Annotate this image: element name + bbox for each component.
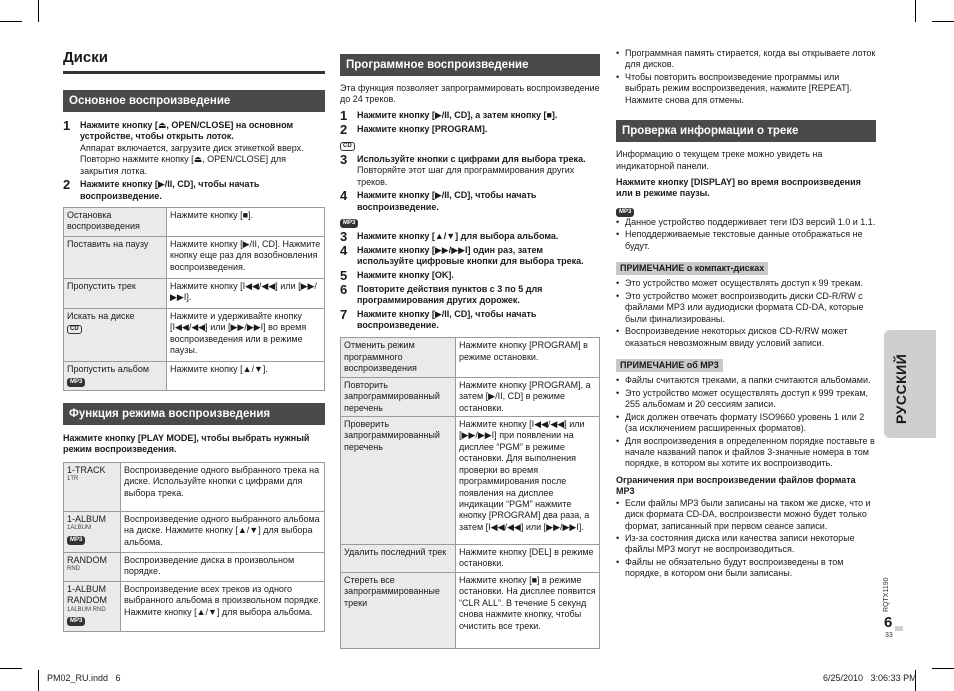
step-text: Нажмите кнопку [▶/II, CD], чтобы начать воспроизведение. xyxy=(80,179,260,201)
crop-mark xyxy=(38,0,39,22)
step-text: Нажмите кнопку [▶▶/▶▶I] один раз, затем используйте цифровые кнопки для выбора трека. xyxy=(357,244,584,267)
step-text: Используйте кнопки с цифрами для выбора трека. xyxy=(357,153,586,164)
prog-step xyxy=(340,306,600,332)
mode-label xyxy=(64,462,121,511)
row-value: Нажмите кнопку [I◀◀/◀◀] или [▶▶/▶▶I]. xyxy=(167,279,325,309)
note-cd-header: ПРИМЕЧАНИЕ о компакт-дисках xyxy=(616,262,768,275)
prog-step xyxy=(340,151,600,188)
mode-display: 1ALBUM xyxy=(67,525,92,532)
track-info-instruction: Нажмите кнопку [DISPLAY] во время воспроизведения или в режиме паузы. xyxy=(616,176,861,199)
prog-step xyxy=(340,281,600,307)
list-item: • Файлы не обязательно будут воспроизведены в том порядке, в котором они были записаны. xyxy=(616,557,876,580)
step-subtext: Повторяйте этот шаг для программирования других треков. xyxy=(357,165,575,187)
left-column xyxy=(63,48,325,632)
note-cd-header-wrap xyxy=(616,262,876,275)
table-row xyxy=(64,237,325,279)
table-row xyxy=(341,572,600,648)
table-row xyxy=(64,462,325,511)
mode-label-text: RANDOM xyxy=(67,554,107,565)
row-label: Поставить на паузу xyxy=(64,237,167,279)
step-number: 3 xyxy=(340,228,348,244)
page-small-number: 33 xyxy=(885,632,893,639)
mode-label xyxy=(64,581,121,631)
basic-steps xyxy=(63,120,325,202)
step-text: Нажмите кнопку [⏏, OPEN/CLOSE] на основном устройстве, чтобы открыть лоток. xyxy=(80,120,294,142)
step-number: 4 xyxy=(340,188,348,204)
mode-display: RND xyxy=(67,566,80,573)
row-value: Нажмите кнопку [I◀◀/◀◀] или [▶▶/▶▶I] при появлении на дисплее “PGM” в режиме остановки. Для выполнения проверки во время программирования после появления на дисплее индикации “PGM” нажмите кнопку [PROGRAM] два раза, а затем [I◀◀/◀◀] или [▶▶/▶▶I]. xyxy=(456,417,600,545)
cd-badge: CD xyxy=(67,325,82,334)
mode-label xyxy=(64,511,121,552)
page-number: 6 xyxy=(884,614,893,631)
list-item: • Воспроизведение некоторых дисков CD-R/RW может оказаться невозможным ввиду условий записи. xyxy=(616,326,876,349)
prog-step xyxy=(340,242,600,268)
table-row xyxy=(341,377,600,416)
row-value: Нажмите кнопку [PROGRAM] в режиме остановки. xyxy=(456,338,600,377)
row-label: Пропустить трек xyxy=(64,279,167,309)
footer-file-name: PM02_RU.indd 6 xyxy=(47,673,121,683)
cd-section-marker xyxy=(340,139,600,151)
mp3-badge: MP3 xyxy=(67,617,85,626)
prog-step xyxy=(340,121,600,137)
crop-mark xyxy=(915,0,916,22)
prog-step xyxy=(340,107,600,123)
step-number: 5 xyxy=(340,267,348,283)
middle-column xyxy=(340,54,600,649)
mp3-badge: MP3 xyxy=(67,536,85,545)
row-label-text: Пропустить альбом xyxy=(67,364,150,374)
cd-badge: CD xyxy=(340,142,355,151)
step-number: 2 xyxy=(340,121,348,137)
list-item: • Программная память стирается, когда вы открываете лоток для дисков. xyxy=(616,48,876,71)
mp3-limit-header: Ограничения при воспроизведении файлов формата MP3 xyxy=(616,474,856,497)
table-row xyxy=(64,511,325,552)
prog-step xyxy=(340,228,600,244)
right-column xyxy=(616,48,876,581)
track-info-intro: Информацию о текущем треке можно увидеть на индикаторной панели. xyxy=(616,149,823,171)
mode-display: 1TR xyxy=(67,476,79,483)
step-number: 6 xyxy=(340,281,348,297)
note-mp3-list xyxy=(616,375,876,469)
crop-mark xyxy=(932,668,954,669)
track-info-header: Проверка информации о треке xyxy=(616,120,876,142)
program-intro: Эта функция позволяет запрограммировать воспроизведение до 24 треков. xyxy=(340,83,600,105)
row-label: Отменить режим программного воспроизведения xyxy=(341,338,456,377)
row-value: Нажмите кнопку [DEL] в режиме остановки. xyxy=(456,545,600,573)
row-value: Нажмите кнопку [▲/▼]. xyxy=(167,362,325,391)
step-number: 7 xyxy=(340,306,348,322)
basic-playback-header: Основное воспроизведение xyxy=(63,90,325,112)
step-1 xyxy=(63,120,325,177)
row-label xyxy=(64,362,167,391)
step-number: 1 xyxy=(63,118,71,134)
table-row xyxy=(64,362,325,391)
mp3-badge: MP3 xyxy=(67,378,85,387)
program-notes xyxy=(616,48,876,106)
note-cd-list xyxy=(616,278,876,349)
row-label: Проверить запрограммированный перечень xyxy=(341,417,456,545)
list-item: • Для воспроизведения в определенном порядке поставьте в начале названий папок и файлов 3-значные номера в том порядке, в котором вы хотите их воспроизводить. xyxy=(616,436,876,470)
list-item: • Из-за состояния диска или качества записи некоторые файлы MP3 могут не воспроизводиться. xyxy=(616,533,876,556)
crop-mark xyxy=(0,668,22,669)
play-mode-table xyxy=(63,462,325,632)
title-rule xyxy=(63,71,325,74)
row-label xyxy=(64,309,167,362)
play-mode-header: Функция режима воспроизведения xyxy=(63,403,325,425)
list-item: • Чтобы повторить воспроизведение программы или выбрать режим воспроизведения, нажмите [REPEAT]. Нажмите снова для отмены. xyxy=(616,72,876,106)
row-label: Остановка воспроизведения xyxy=(64,208,167,237)
step-number: 3 xyxy=(340,151,348,167)
table-row xyxy=(341,338,600,377)
mode-label-text: 1-ALBUM RANDOM xyxy=(67,583,107,606)
table-row xyxy=(64,279,325,309)
mp3-section-marker xyxy=(340,216,600,228)
crop-mark xyxy=(932,21,954,22)
table-row xyxy=(341,545,600,573)
list-item: • Неподдерживаемые текстовые данные отображаться не будут. xyxy=(616,229,876,252)
step-2 xyxy=(63,179,325,202)
mode-label-text: 1-TRACK xyxy=(67,464,106,475)
row-label-text: Искать на диске xyxy=(67,311,135,321)
mode-label xyxy=(64,552,121,581)
mode-value: Воспроизведение одного выбранного альбома на диске. Нажмите кнопку [▲/▼] для выбора альбома. xyxy=(121,511,325,552)
program-table xyxy=(340,337,600,648)
row-value: Нажмите кнопку [■] в режиме остановки. На дисплее появится “CLR ALL”. В течение 5 секунд снова нажмите кнопку, чтобы очистить все треки. xyxy=(456,572,600,648)
row-value: Нажмите кнопку [PROGRAM], а затем [▶/II, CD] в режиме остановки. xyxy=(456,377,600,416)
program-playback-header: Программное воспроизведение xyxy=(340,54,600,76)
row-value: Нажмите и удерживайте кнопку [I◀◀/◀◀] или [▶▶/▶▶I] во время воспроизведения или в режиме паузы. xyxy=(167,309,325,362)
list-item: • Это устройство может воспроизводить диски CD-R/RW с файлами MP3 или аудиодиски формата CD-DA, которые были финализированы. xyxy=(616,291,876,325)
mode-display: 1ALBUM RND xyxy=(67,606,106,613)
list-item: • Если файлы MP3 были записаны на таком же диске, что и диск формата CD-DA, воспроизвести можно будет только формат, записанный при первом сеансе записи. xyxy=(616,498,876,532)
mp3-section-marker xyxy=(616,205,876,217)
list-item: • Это устройство может осуществлять доступ к 99 трекам. xyxy=(616,278,876,289)
step-text: Нажмите кнопку [▶/II, CD], чтобы начать воспроизведение. xyxy=(357,308,537,331)
table-row xyxy=(64,309,325,362)
basic-table xyxy=(63,207,325,391)
play-mode-intro: Нажмите кнопку [PLAY MODE], чтобы выбрать нужный режим воспроизведения. xyxy=(63,433,310,455)
document-code: RQTX1190 xyxy=(883,577,890,612)
table-row xyxy=(64,552,325,581)
step-text: Повторите действия пунктов с 3 по 5 для программирования других дорожек. xyxy=(357,283,543,306)
mode-value: Воспроизведение диска в произвольном порядке. xyxy=(121,552,325,581)
table-row xyxy=(341,417,600,545)
track-info-list xyxy=(616,217,876,252)
step-text: Нажмите кнопку [OK]. xyxy=(357,269,454,280)
mode-value: Воспроизведение одного выбранного трека на диске. Используйте кнопки с цифрами для выбора трека. xyxy=(121,462,325,511)
language-tab-label: РУССКИЙ xyxy=(893,353,909,424)
row-value: Нажмите кнопку [▶/II, CD]. Нажмите кнопку еще раз для возобновления воспроизведения. xyxy=(167,237,325,279)
row-value: Нажмите кнопку [■]. xyxy=(167,208,325,237)
mp3-limit-list xyxy=(616,498,876,580)
page-marker xyxy=(895,626,903,631)
list-item: • Это устройство может осуществлять доступ к 999 трекам, 255 альбомам и 20 сессиям записи. xyxy=(616,388,876,411)
step-text: Нажмите кнопку [▶/II, CD], а затем кнопку [■]. xyxy=(357,109,558,120)
mp3-badge: MP3 xyxy=(616,208,634,217)
crop-mark xyxy=(38,670,39,691)
prog-step xyxy=(340,190,600,213)
step-text: Нажмите кнопку [▶/II, CD], чтобы начать воспроизведение. xyxy=(357,190,537,212)
row-label: Стереть все запрограммированные треки xyxy=(341,572,456,648)
note-mp3-header: ПРИМЕЧАНИЕ об MP3 xyxy=(616,359,723,372)
step-number: 1 xyxy=(340,107,348,123)
mp3-badge: MP3 xyxy=(340,219,358,228)
page-title: Диски xyxy=(63,49,108,66)
step-number: 2 xyxy=(63,177,71,193)
step-text: Нажмите кнопку [▲/▼] для выбора альбома. xyxy=(357,230,559,241)
mode-label-text: 1-ALBUM xyxy=(67,513,107,524)
row-label: Удалить последний трек xyxy=(341,545,456,573)
step-text: Нажмите кнопку [PROGRAM]. xyxy=(357,123,488,134)
table-row xyxy=(64,581,325,631)
note-mp3-header-wrap xyxy=(616,359,876,372)
list-item: • Диск должен отвечать формату ISO9660 уровень 1 или 2 (за исключением расширенных форматов). xyxy=(616,412,876,435)
step-number: 4 xyxy=(340,242,348,258)
mode-value: Воспроизведение всех треков из одного выбранного альбома в произвольном порядке. Нажмите кнопку [▲/▼] для выбора альбома. xyxy=(121,581,325,631)
prog-step xyxy=(340,267,600,283)
table-row xyxy=(64,208,325,237)
crop-mark xyxy=(0,21,22,22)
list-item: • Данное устройство поддерживает теги ID3 версий 1.0 и 1.1. xyxy=(616,217,876,228)
footer-timestamp: 6/25/2010 3:06:33 PM xyxy=(823,673,917,683)
row-label: Повторить запрограммированный перечень xyxy=(341,377,456,416)
step-subtext: Аппарат включается, загрузите диск этикеткой вверх. Повторно нажмите кнопку [⏏, OPEN/CLOSE] для закрытия лотка. xyxy=(80,142,304,176)
list-item: • Файлы считаются треками, а папки считаются альбомами. xyxy=(616,375,876,386)
